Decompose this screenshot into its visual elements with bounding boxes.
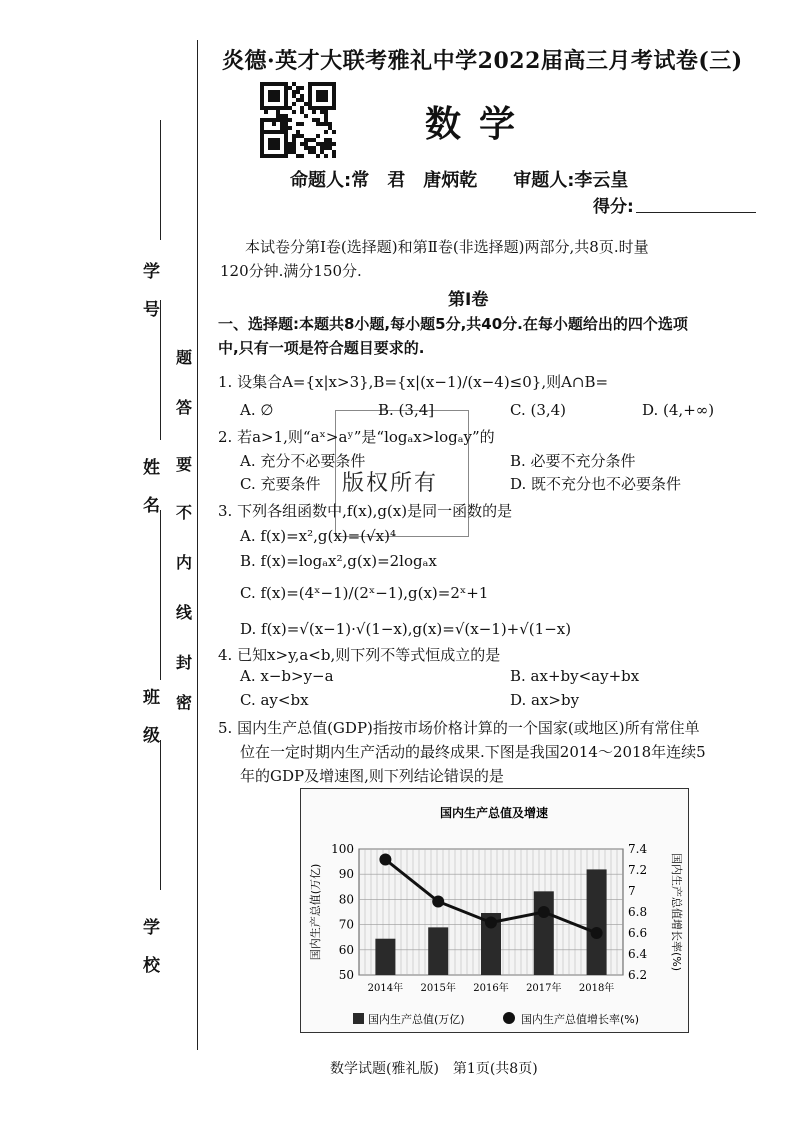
growth-rate-point [485, 917, 497, 929]
y2-tick-label: 6.4 [628, 947, 648, 961]
legend-line-label: 国内生产总值增长率(%) [521, 1013, 640, 1026]
question-3-option-d[interactable]: D. f(x)=√(x−1)·√(1−x),g(x)=√(x−1)+√(1−x) [240, 620, 572, 638]
seal-char: 要 [176, 455, 193, 474]
gdp-bar [428, 927, 448, 975]
exam-title: 炎德·英才大联考雅礼中学2022届高三月考试卷(三) [222, 48, 743, 74]
school-line [160, 740, 161, 890]
x-tick-label: 2016年 [473, 983, 509, 994]
question-1-option-b[interactable]: B. (3,4] [378, 401, 435, 419]
question-4-option-c[interactable]: C. ay<bx [240, 691, 309, 709]
question-1-option-a[interactable]: A. ∅ [240, 401, 274, 419]
gdp-chart-svg [301, 789, 688, 1032]
gdp-bar [534, 891, 554, 975]
seal-char: 答 [176, 398, 193, 417]
question-3-stem: 3. 下列各组函数中,f(x),g(x)是同一函数的是 [218, 502, 513, 520]
name-label: 姓 名 [139, 458, 159, 515]
question-5-line-3: 年的GDP及增速图,则下列结论错误的是 [240, 767, 504, 785]
score-label: 得分: [593, 197, 634, 217]
question-2-stem: 2. 若a>1,则“aˣ>aʸ”是“logₐx>logₐy”的 [218, 428, 495, 446]
question-1-option-c[interactable]: C. (3,4) [510, 401, 567, 419]
score-field[interactable] [636, 212, 756, 213]
question-3-option-a[interactable]: A. f(x)=x²,g(x)=(√x)⁴ [240, 527, 396, 545]
y-axis-title: 国内生产总值(万亿) [309, 863, 322, 961]
question-2-option-c[interactable]: C. 充要条件 [240, 475, 321, 493]
question-3-option-c[interactable]: C. f(x)=(4ˣ−1)/(2ˣ−1),g(x)=2ˣ+1 [240, 584, 489, 602]
section-heading-line-1: 一、选择题:本题共8小题,每小题5分,共40分.在每小题给出的四个选项 [218, 315, 688, 333]
y2-tick-label: 6.6 [628, 926, 648, 940]
question-1-stem: 1. 设集合A={x|x>3},B={x|(x−1)/(x−4)≤0},则A∩B= [218, 373, 609, 391]
class-label: 班 级 [139, 688, 159, 745]
question-4-option-d[interactable]: D. ax>by [510, 691, 580, 709]
question-2-option-a[interactable]: A. 充分不必要条件 [240, 452, 366, 470]
question-5-line-2: 位在一定时期内生产活动的最终成果.下图是我国2014～2018年连续5 [240, 743, 706, 761]
part-title: 第Ⅰ卷 [448, 290, 489, 310]
name-line [160, 300, 161, 440]
y-tick-label: 50 [338, 968, 354, 982]
school-label: 学 校 [139, 918, 159, 975]
x-tick-label: 2015年 [420, 983, 456, 994]
qr-code [258, 82, 338, 158]
y2-tick-label: 6.2 [628, 968, 648, 982]
question-5-line-1: 5. 国内生产总值(GDP)指按市场价格计算的一个国家(或地区)所有常住单 [218, 719, 700, 737]
binding-line [197, 40, 198, 1050]
y-tick-label: 90 [338, 867, 354, 882]
question-4-stem: 4. 已知x>y,a<b,则下列不等式恒成立的是 [218, 646, 501, 664]
seal-char: 内 [176, 553, 193, 572]
x-tick-label: 2017年 [526, 983, 562, 994]
gdp-bar [587, 869, 607, 975]
question-3-option-b[interactable]: B. f(x)=logₐx²,g(x)=2logₐx [240, 552, 437, 570]
question-4-option-b[interactable]: B. ax+by<ay+bx [510, 667, 640, 685]
y-tick-label: 80 [338, 892, 354, 907]
gdp-bar [375, 939, 395, 975]
growth-rate-point [432, 896, 444, 908]
y-tick-label: 70 [338, 917, 354, 932]
seal-char: 密 [176, 693, 193, 712]
growth-rate-point [538, 906, 550, 918]
authors: 命题人:常 君 唐炳乾 审题人:李云皇 [290, 170, 629, 191]
y2-axis-title: 国内生产总值增长率(%) [670, 852, 683, 972]
question-1-option-d[interactable]: D. (4,+∞) [642, 401, 715, 419]
intro-line-1: 本试卷分第Ⅰ卷(选择题)和第Ⅱ卷(非选择题)两部分,共8页.时量 [245, 238, 649, 256]
watermark-text: 版权所有 [342, 471, 439, 496]
seal-char: 封 [176, 653, 193, 672]
chart-title: 国内生产总值及增速 [439, 806, 549, 820]
seal-char: 题 [176, 348, 193, 367]
student-id-label: 学 号 [139, 262, 159, 319]
class-line [160, 510, 161, 680]
intro-line-2: 120分钟.满分150分. [220, 262, 362, 280]
legend-bar-label: 国内生产总值(万亿) [368, 1013, 465, 1026]
y2-tick-label: 7.2 [628, 863, 648, 877]
y-tick-label: 100 [331, 842, 354, 856]
section-heading-line-2: 中,只有一项是符合题目要求的. [218, 339, 425, 357]
legend-line-swatch [503, 1012, 515, 1024]
page-footer: 数学试题(雅礼版) 第1页(共8页) [330, 1061, 538, 1077]
growth-rate-point [379, 854, 391, 866]
y2-tick-label: 6.8 [628, 905, 648, 919]
x-tick-label: 2014年 [367, 983, 404, 994]
question-2-option-b[interactable]: B. 必要不充分条件 [510, 452, 636, 470]
question-2-option-d[interactable]: D. 既不充分也不必要条件 [510, 475, 682, 493]
seal-char: 线 [176, 603, 193, 622]
y2-tick-label: 7 [628, 884, 636, 898]
legend-bar-swatch [353, 1013, 364, 1024]
gdp-chart [300, 788, 689, 1033]
question-4-option-a[interactable]: A. x−b>y−a [240, 667, 334, 685]
subject-title: 数学 [425, 104, 534, 145]
y2-tick-label: 7.4 [628, 842, 648, 856]
growth-rate-point [591, 927, 603, 939]
y-tick-label: 60 [338, 942, 354, 957]
student-id-line [160, 120, 161, 240]
x-tick-label: 2018年 [578, 983, 615, 994]
seal-char: 不 [176, 503, 193, 522]
